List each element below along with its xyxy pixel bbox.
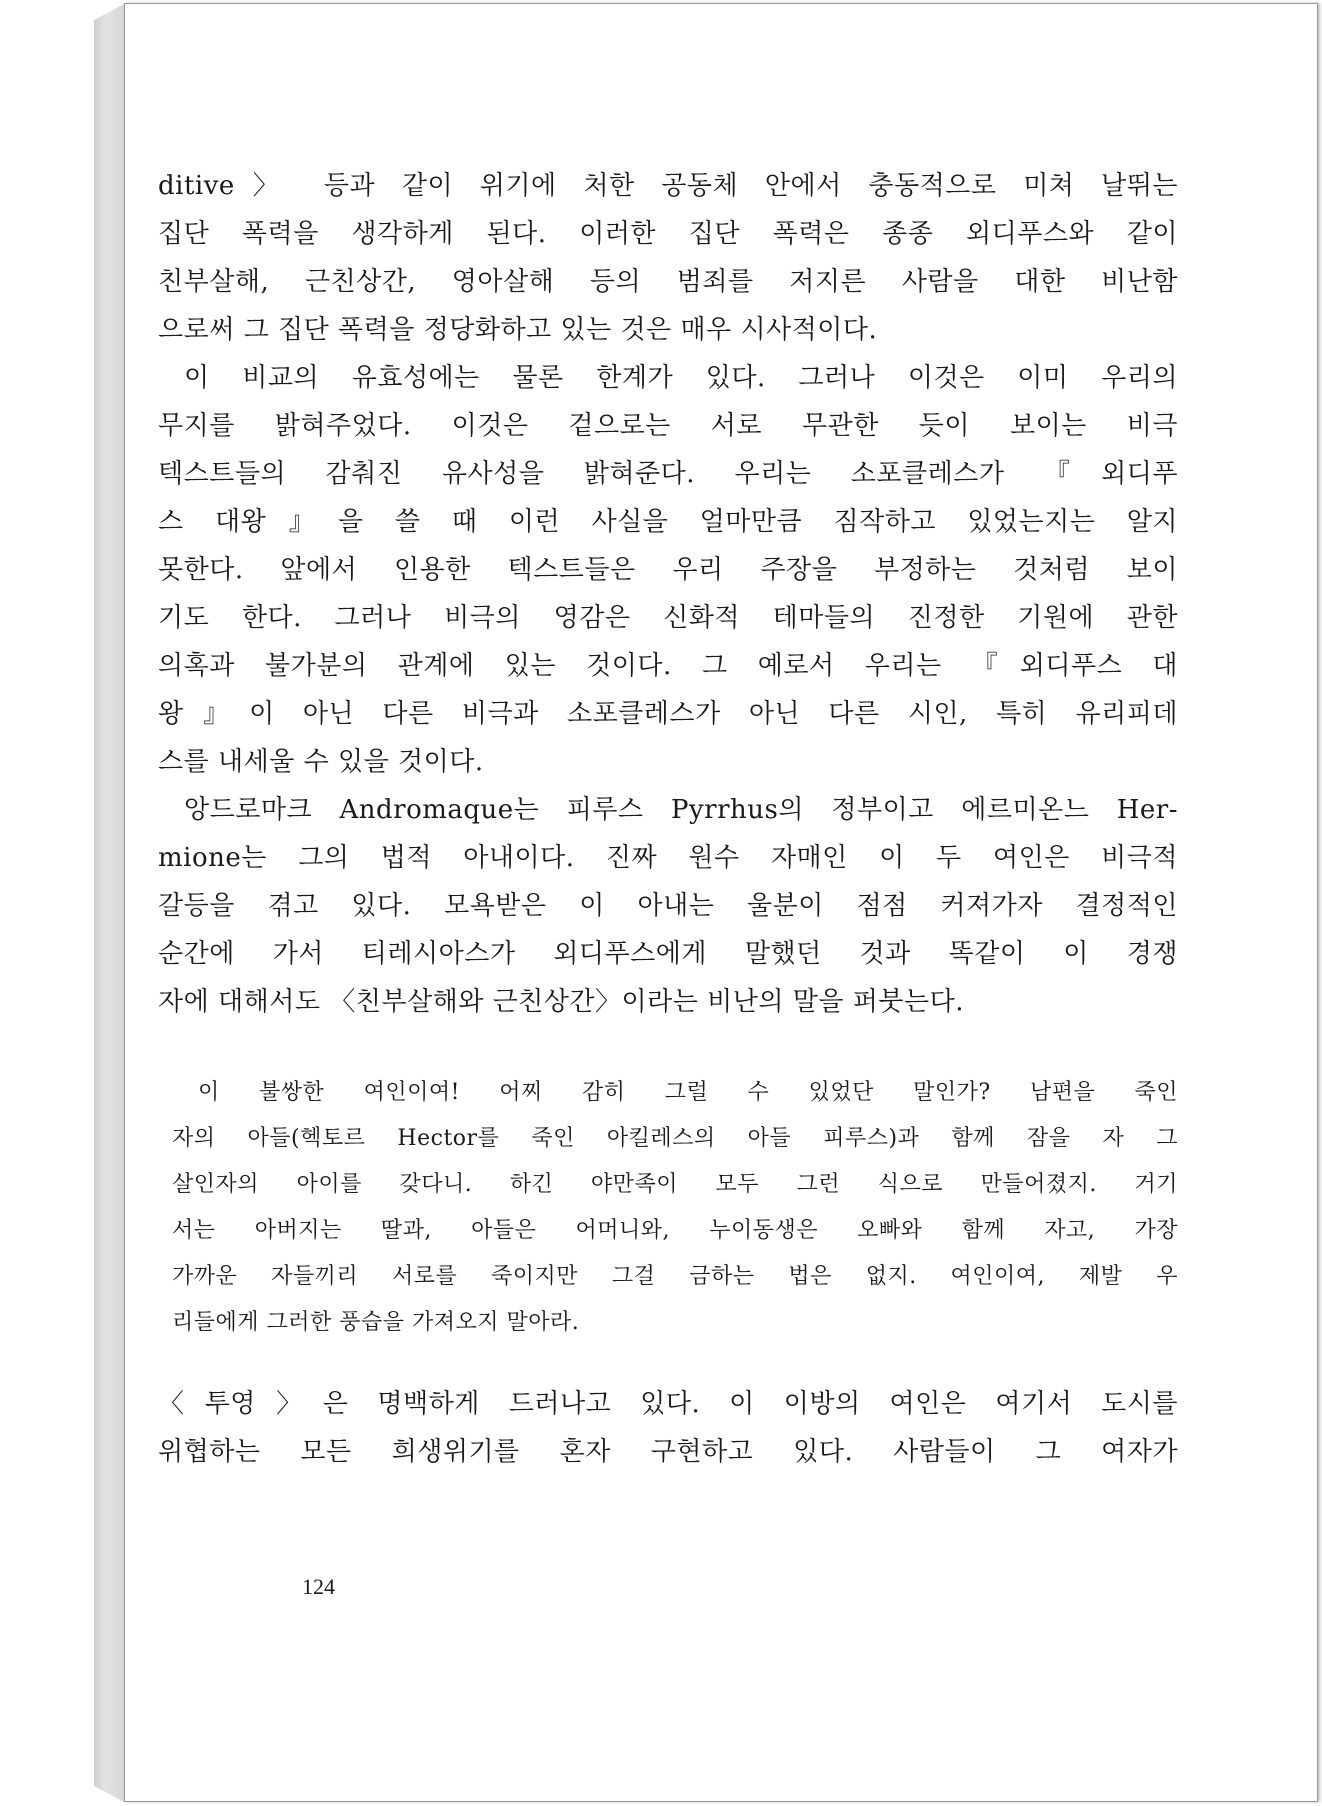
block-quote — [172, 1070, 1178, 1346]
body-text — [158, 162, 1178, 1476]
text-line: mione는 그의 법적 아내이다. 진짜 원수 자매인 이 두 여인은 비극적 — [158, 843, 1178, 873]
text-line: 앙드로마크 Andromaque는 피루스 Pyrrhus의 정부이고 에르미온느 Her- — [184, 795, 1178, 825]
text-line: 기도 한다. 그러나 비극의 영감은 신화적 테마들의 진정한 기원에 관한 — [158, 603, 1178, 633]
quote-line: 자의 아들(헥토르 Hector를 죽인 아킬레스의 아들 피루스)과 함께 잠을 자 그 — [172, 1126, 1178, 1151]
page-number: 124 — [302, 1574, 335, 1599]
text-line: 〈투영〉은 명백하게 드러나고 있다. 이 이방의 여인은 여기서 도시를 — [158, 1389, 1178, 1419]
text-line: 갈등을 겪고 있다. 모욕받은 이 아내는 울분이 점점 커져가자 결정적인 — [158, 891, 1178, 921]
quote-line: 살인자의 아이를 갖다니. 하긴 야만족이 모두 그런 식으로 만들어졌지. 거기 — [172, 1172, 1178, 1197]
text-line: 친부살해, 근친상간, 영아살해 등의 범죄를 저지른 사람을 대한 비난함 — [158, 267, 1178, 297]
text-line: ditive〉 등과 같이 위기에 처한 공동체 안에서 충동적으로 미쳐 날뛰는 — [158, 171, 1178, 201]
text-line: 이 비교의 유효성에는 물론 한계가 있다. 그러나 이것은 이미 우리의 — [184, 363, 1178, 393]
paragraph-2 — [158, 354, 1178, 786]
paragraph-1 — [158, 162, 1178, 354]
text-line: 위협하는 모든 희생위기를 혼자 구현하고 있다. 사람들이 그 여자가 — [158, 1437, 1178, 1467]
text-line: 무지를 밝혀주었다. 이것은 겉으로는 서로 무관한 듯이 보이는 비극 — [158, 411, 1178, 441]
quote-line: 서는 아버지는 딸과, 아들은 어머니와, 누이동생은 오빠와 함께 자고, 가장 — [172, 1218, 1178, 1243]
text-line: 못한다. 앞에서 인용한 텍스트들은 우리 주장을 부정하는 것처럼 보이 — [158, 555, 1178, 585]
text-line: 텍스트들의 감춰진 유사성을 밝혀준다. 우리는 소포클레스가 『외디푸 — [158, 459, 1178, 489]
text-line: 으로써 그 집단 폭력을 정당화하고 있는 것은 매우 시사적이다. — [158, 315, 878, 345]
quote-line: 리들에게 그러한 풍습을 가져오지 말아라. — [172, 1310, 580, 1335]
quote-line: 이 불쌍한 여인이여! 어찌 감히 그럴 수 있었단 말인가? 남편을 죽인 — [198, 1080, 1178, 1105]
paragraph-4 — [158, 1380, 1178, 1476]
text-line: 집단 폭력을 생각하게 된다. 이러한 집단 폭력은 종종 외디푸스와 같이 — [158, 219, 1178, 249]
quote-line: 가까운 자들끼리 서로를 죽이지만 그걸 금하는 법은 없지. 여인이여, 제발 우 — [172, 1264, 1178, 1289]
text-line: 자에 대해서도 〈친부살해와 근친상간〉이라는 비난의 말을 퍼붓는다. — [158, 987, 964, 1017]
book-spine — [94, 4, 124, 1802]
text-line: 스를 내세울 수 있을 것이다. — [158, 747, 484, 777]
text-line: 왕』이 아닌 다른 비극과 소포클레스가 아닌 다른 시인, 특히 유리피데 — [158, 699, 1178, 729]
text-line: 의혹과 불가분의 관계에 있는 것이다. 그 예로서 우리는 『외디푸스 대 — [158, 651, 1178, 681]
text-line: 순간에 가서 티레시아스가 외디푸스에게 말했던 것과 똑같이 이 경쟁 — [158, 939, 1178, 969]
paragraph-3 — [158, 786, 1178, 1026]
text-line: 스 대왕』을 쓸 때 이런 사실을 얼마만큼 짐작하고 있었는지는 알지 — [158, 507, 1178, 537]
